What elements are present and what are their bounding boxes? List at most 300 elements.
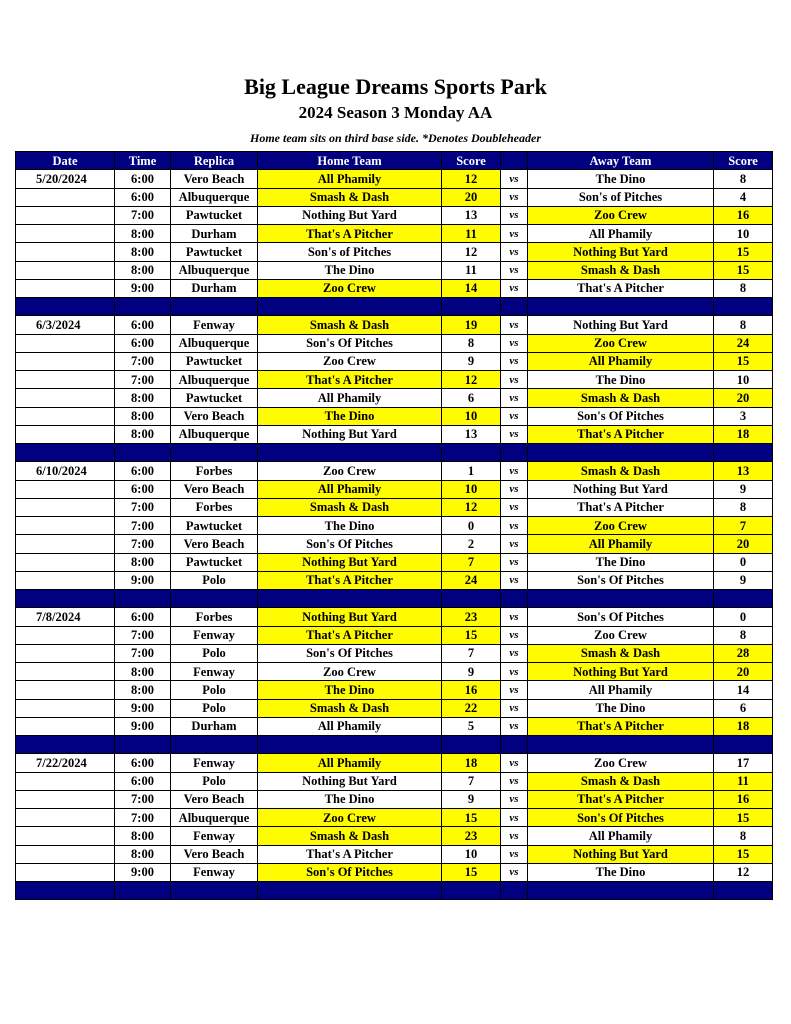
game-date [16, 371, 115, 389]
game-row [16, 608, 773, 626]
home-team: Zoo Crew [258, 809, 442, 827]
game-time: 6:00 [115, 316, 171, 334]
home-team: Son's Of Pitches [258, 334, 442, 352]
game-row [16, 681, 773, 699]
game-time: 6:00 [115, 334, 171, 352]
home-team: All Phamily [258, 480, 442, 498]
home-team: The Dino [258, 790, 442, 808]
home-score: 23 [442, 608, 501, 626]
away-team: That's A Pitcher [528, 279, 714, 297]
game-replica-field: Vero Beach [171, 535, 258, 553]
game-time: 6:00 [115, 462, 171, 480]
away-team: That's A Pitcher [528, 790, 714, 808]
away-team: All Phamily [528, 352, 714, 370]
game-replica-field: Polo [171, 644, 258, 662]
separator-cell [714, 444, 773, 462]
away-score: 18 [714, 717, 773, 735]
game-replica-field: Polo [171, 681, 258, 699]
home-team: Zoo Crew [258, 279, 442, 297]
home-score: 18 [442, 754, 501, 772]
separator-cell [115, 590, 171, 608]
away-score: 0 [714, 608, 773, 626]
away-team: Nothing But Yard [528, 845, 714, 863]
home-team: The Dino [258, 407, 442, 425]
separator-cell [528, 590, 714, 608]
game-time: 9:00 [115, 717, 171, 735]
home-score: 8 [442, 334, 501, 352]
game-time: 6:00 [115, 188, 171, 206]
home-score: 9 [442, 352, 501, 370]
game-date [16, 827, 115, 845]
game-date [16, 517, 115, 535]
separator-cell [528, 444, 714, 462]
away-score: 8 [714, 498, 773, 516]
away-team: Nothing But Yard [528, 243, 714, 261]
game-time: 8:00 [115, 663, 171, 681]
separator-cell [501, 444, 528, 462]
game-row [16, 663, 773, 681]
game-row [16, 425, 773, 443]
game-date [16, 809, 115, 827]
separator-cell [171, 298, 258, 316]
game-replica-field: Vero Beach [171, 845, 258, 863]
game-date [16, 480, 115, 498]
home-score: 0 [442, 517, 501, 535]
home-score: 2 [442, 535, 501, 553]
home-team: That's A Pitcher [258, 845, 442, 863]
separator-cell [442, 736, 501, 754]
away-team: Son's Of Pitches [528, 571, 714, 589]
separator-cell [714, 590, 773, 608]
home-team: Zoo Crew [258, 462, 442, 480]
page-subtitle: 2024 Season 3 Monday AA [298, 103, 493, 122]
game-date [16, 407, 115, 425]
vs-label: vs [501, 809, 528, 827]
game-replica-field: Vero Beach [171, 480, 258, 498]
separator-cell [258, 298, 442, 316]
game-row [16, 480, 773, 498]
game-time: 8:00 [115, 389, 171, 407]
game-replica-field: Fenway [171, 316, 258, 334]
game-row [16, 352, 773, 370]
vs-label: vs [501, 170, 528, 188]
game-date [16, 644, 115, 662]
col-header-away-score: Score [714, 152, 773, 170]
separator-cell [115, 882, 171, 900]
home-team: The Dino [258, 681, 442, 699]
game-date [16, 681, 115, 699]
home-team: Smash & Dash [258, 498, 442, 516]
game-date [16, 772, 115, 790]
home-team: All Phamily [258, 717, 442, 735]
game-replica-field: Polo [171, 699, 258, 717]
game-replica-field: Polo [171, 772, 258, 790]
separator-cell [171, 590, 258, 608]
away-team: The Dino [528, 553, 714, 571]
away-score: 16 [714, 206, 773, 224]
col-header-home-team: Home Team [258, 152, 442, 170]
home-team: Son's Of Pitches [258, 644, 442, 662]
away-team: The Dino [528, 863, 714, 881]
vs-label: vs [501, 425, 528, 443]
game-row [16, 754, 773, 772]
home-team: Son's of Pitches [258, 243, 442, 261]
home-score: 15 [442, 626, 501, 644]
game-replica-field: Durham [171, 279, 258, 297]
home-team: That's A Pitcher [258, 626, 442, 644]
separator-cell [442, 298, 501, 316]
separator-cell [442, 590, 501, 608]
game-row [16, 626, 773, 644]
col-header-away-team: Away Team [528, 152, 714, 170]
away-team: Zoo Crew [528, 206, 714, 224]
away-team: Smash & Dash [528, 389, 714, 407]
vs-label: vs [501, 772, 528, 790]
game-time: 7:00 [115, 206, 171, 224]
game-date [16, 334, 115, 352]
away-team: Son's Of Pitches [528, 809, 714, 827]
home-score: 9 [442, 663, 501, 681]
separator-cell [501, 882, 528, 900]
away-team: Smash & Dash [528, 772, 714, 790]
vs-label: vs [501, 389, 528, 407]
game-time: 9:00 [115, 863, 171, 881]
away-score: 14 [714, 681, 773, 699]
home-score: 12 [442, 371, 501, 389]
game-date [16, 389, 115, 407]
game-date [16, 425, 115, 443]
game-time: 6:00 [115, 480, 171, 498]
vs-label: vs [501, 535, 528, 553]
away-score: 8 [714, 170, 773, 188]
home-score: 15 [442, 863, 501, 881]
game-replica-field: Fenway [171, 663, 258, 681]
game-time: 8:00 [115, 827, 171, 845]
game-row [16, 389, 773, 407]
vs-label: vs [501, 188, 528, 206]
away-score: 15 [714, 809, 773, 827]
away-team: Son's Of Pitches [528, 608, 714, 626]
game-time: 6:00 [115, 608, 171, 626]
game-row [16, 206, 773, 224]
away-score: 7 [714, 517, 773, 535]
away-score: 24 [714, 334, 773, 352]
away-team: All Phamily [528, 827, 714, 845]
separator-cell [442, 882, 501, 900]
page-note: Home team sits on third base side. *Denotes Doubleheader [250, 131, 541, 145]
game-date: 6/3/2024 [16, 316, 115, 334]
away-score: 13 [714, 462, 773, 480]
game-time: 7:00 [115, 498, 171, 516]
away-score: 28 [714, 644, 773, 662]
home-score: 1 [442, 462, 501, 480]
vs-label: vs [501, 790, 528, 808]
vs-label: vs [501, 462, 528, 480]
game-date [16, 243, 115, 261]
home-team: Zoo Crew [258, 352, 442, 370]
vs-label: vs [501, 243, 528, 261]
vs-label: vs [501, 626, 528, 644]
game-replica-field: Pawtucket [171, 352, 258, 370]
home-score: 15 [442, 809, 501, 827]
away-score: 10 [714, 225, 773, 243]
vs-label: vs [501, 553, 528, 571]
home-score: 7 [442, 772, 501, 790]
home-score: 14 [442, 279, 501, 297]
game-row [16, 188, 773, 206]
game-date [16, 626, 115, 644]
vs-label: vs [501, 754, 528, 772]
separator-cell [528, 882, 714, 900]
game-row [16, 845, 773, 863]
home-team: Son's Of Pitches [258, 535, 442, 553]
game-time: 9:00 [115, 571, 171, 589]
vs-label: vs [501, 863, 528, 881]
home-team: The Dino [258, 261, 442, 279]
away-score: 20 [714, 663, 773, 681]
away-team: The Dino [528, 699, 714, 717]
away-score: 15 [714, 243, 773, 261]
home-score: 7 [442, 553, 501, 571]
game-replica-field: Albuquerque [171, 425, 258, 443]
away-score: 17 [714, 754, 773, 772]
game-time: 8:00 [115, 553, 171, 571]
vs-label: vs [501, 352, 528, 370]
away-team: The Dino [528, 170, 714, 188]
game-row [16, 535, 773, 553]
away-team: Zoo Crew [528, 754, 714, 772]
col-header-home-score: Score [442, 152, 501, 170]
vs-label: vs [501, 827, 528, 845]
away-score: 18 [714, 425, 773, 443]
game-date [16, 863, 115, 881]
separator-cell [442, 444, 501, 462]
game-replica-field: Albuquerque [171, 371, 258, 389]
home-team: Nothing But Yard [258, 425, 442, 443]
away-team: That's A Pitcher [528, 717, 714, 735]
game-row [16, 371, 773, 389]
vs-label: vs [501, 225, 528, 243]
away-score: 11 [714, 772, 773, 790]
game-replica-field: Vero Beach [171, 790, 258, 808]
separator-cell [115, 298, 171, 316]
vs-label: vs [501, 316, 528, 334]
away-team: Son's Of Pitches [528, 407, 714, 425]
separator-cell [501, 298, 528, 316]
game-date: 6/10/2024 [16, 462, 115, 480]
vs-label: vs [501, 498, 528, 516]
game-row [16, 827, 773, 845]
week-separator-row [16, 298, 773, 316]
week-separator-row [16, 736, 773, 754]
separator-cell [171, 882, 258, 900]
away-team: Zoo Crew [528, 517, 714, 535]
game-date: 7/22/2024 [16, 754, 115, 772]
game-row [16, 644, 773, 662]
away-team: Smash & Dash [528, 261, 714, 279]
vs-label: vs [501, 407, 528, 425]
home-score: 12 [442, 498, 501, 516]
vs-label: vs [501, 699, 528, 717]
home-team: Smash & Dash [258, 316, 442, 334]
away-score: 15 [714, 352, 773, 370]
home-team: Smash & Dash [258, 699, 442, 717]
game-replica-field: Forbes [171, 608, 258, 626]
home-team: Nothing But Yard [258, 553, 442, 571]
separator-cell [16, 882, 115, 900]
game-date [16, 498, 115, 516]
game-row [16, 790, 773, 808]
game-date [16, 225, 115, 243]
home-score: 13 [442, 206, 501, 224]
vs-label: vs [501, 845, 528, 863]
game-time: 7:00 [115, 371, 171, 389]
col-header-vs [501, 152, 528, 170]
game-replica-field: Durham [171, 717, 258, 735]
game-row [16, 571, 773, 589]
vs-label: vs [501, 571, 528, 589]
vs-label: vs [501, 480, 528, 498]
away-score: 4 [714, 188, 773, 206]
header-row [16, 152, 773, 170]
game-replica-field: Fenway [171, 754, 258, 772]
away-score: 15 [714, 845, 773, 863]
game-date [16, 535, 115, 553]
vs-label: vs [501, 608, 528, 626]
game-row [16, 243, 773, 261]
home-team: Smash & Dash [258, 188, 442, 206]
game-replica-field: Pawtucket [171, 206, 258, 224]
game-row [16, 170, 773, 188]
game-row [16, 261, 773, 279]
home-score: 12 [442, 243, 501, 261]
home-team: Son's Of Pitches [258, 863, 442, 881]
vs-label: vs [501, 206, 528, 224]
away-team: Zoo Crew [528, 334, 714, 352]
schedule-table [15, 151, 773, 900]
away-score: 20 [714, 389, 773, 407]
game-time: 8:00 [115, 225, 171, 243]
away-team: That's A Pitcher [528, 425, 714, 443]
separator-cell [714, 882, 773, 900]
game-replica-field: Fenway [171, 626, 258, 644]
game-replica-field: Pawtucket [171, 389, 258, 407]
separator-cell [501, 736, 528, 754]
game-row [16, 553, 773, 571]
vs-label: vs [501, 371, 528, 389]
game-row [16, 334, 773, 352]
home-team: Zoo Crew [258, 663, 442, 681]
away-team: Nothing But Yard [528, 480, 714, 498]
away-team: All Phamily [528, 535, 714, 553]
game-row [16, 772, 773, 790]
col-header-replica: Replica [171, 152, 258, 170]
game-replica-field: Pawtucket [171, 553, 258, 571]
home-team: Nothing But Yard [258, 608, 442, 626]
game-time: 7:00 [115, 535, 171, 553]
game-time: 9:00 [115, 279, 171, 297]
home-score: 20 [442, 188, 501, 206]
game-date [16, 352, 115, 370]
away-score: 8 [714, 827, 773, 845]
home-score: 19 [442, 316, 501, 334]
away-team: All Phamily [528, 225, 714, 243]
away-team: Zoo Crew [528, 626, 714, 644]
separator-cell [501, 590, 528, 608]
away-score: 8 [714, 279, 773, 297]
home-score: 22 [442, 699, 501, 717]
away-team: The Dino [528, 371, 714, 389]
separator-cell [16, 590, 115, 608]
home-team: All Phamily [258, 170, 442, 188]
game-date [16, 845, 115, 863]
game-row [16, 225, 773, 243]
game-replica-field: Albuquerque [171, 334, 258, 352]
game-replica-field: Polo [171, 571, 258, 589]
game-row [16, 863, 773, 881]
home-team: Nothing But Yard [258, 772, 442, 790]
game-time: 7:00 [115, 626, 171, 644]
game-replica-field: Albuquerque [171, 809, 258, 827]
game-time: 7:00 [115, 809, 171, 827]
game-replica-field: Durham [171, 225, 258, 243]
week-separator-row [16, 590, 773, 608]
home-score: 23 [442, 827, 501, 845]
game-date [16, 699, 115, 717]
home-team: All Phamily [258, 389, 442, 407]
game-row [16, 699, 773, 717]
game-row [16, 462, 773, 480]
game-row [16, 809, 773, 827]
page-title: Big League Dreams Sports Park [244, 74, 547, 99]
vs-label: vs [501, 663, 528, 681]
game-date [16, 663, 115, 681]
game-time: 8:00 [115, 243, 171, 261]
game-row [16, 407, 773, 425]
separator-cell [16, 736, 115, 754]
away-team: That's A Pitcher [528, 498, 714, 516]
game-row [16, 517, 773, 535]
vs-label: vs [501, 717, 528, 735]
vs-label: vs [501, 261, 528, 279]
col-header-time: Time [115, 152, 171, 170]
away-score: 6 [714, 699, 773, 717]
home-team: That's A Pitcher [258, 571, 442, 589]
game-date [16, 553, 115, 571]
home-score: 11 [442, 261, 501, 279]
separator-cell [16, 298, 115, 316]
game-date [16, 717, 115, 735]
away-team: All Phamily [528, 681, 714, 699]
vs-label: vs [501, 644, 528, 662]
game-time: 6:00 [115, 772, 171, 790]
col-header-date: Date [16, 152, 115, 170]
separator-cell [258, 736, 442, 754]
home-team: Nothing But Yard [258, 206, 442, 224]
game-time: 9:00 [115, 699, 171, 717]
separator-cell [171, 444, 258, 462]
game-time: 8:00 [115, 407, 171, 425]
vs-label: vs [501, 334, 528, 352]
home-team: That's A Pitcher [258, 225, 442, 243]
separator-cell [258, 444, 442, 462]
away-team: Smash & Dash [528, 462, 714, 480]
game-replica-field: Forbes [171, 498, 258, 516]
away-score: 12 [714, 863, 773, 881]
home-score: 24 [442, 571, 501, 589]
home-score: 10 [442, 407, 501, 425]
game-replica-field: Fenway [171, 827, 258, 845]
